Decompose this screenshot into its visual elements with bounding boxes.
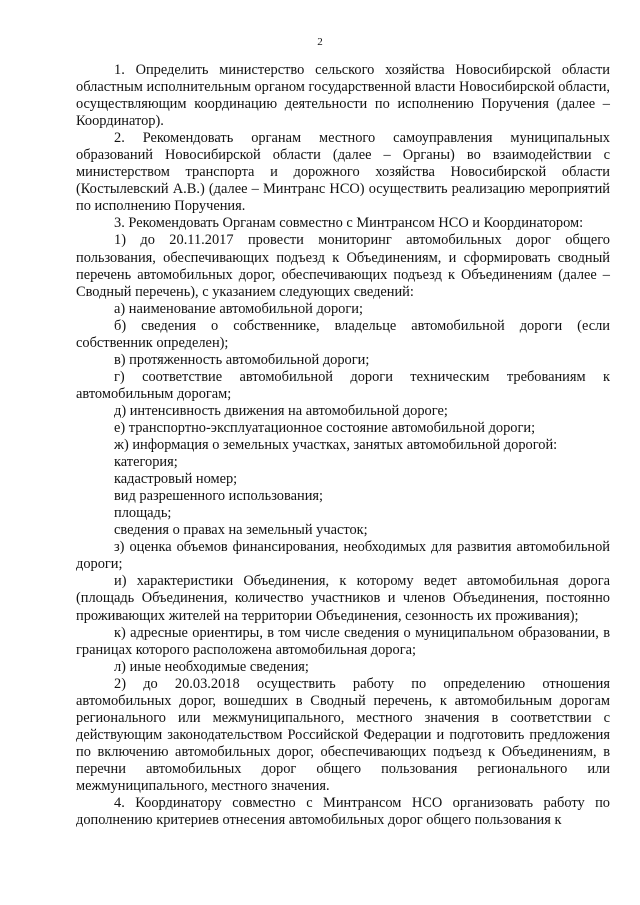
item-d-traffic-intensity: д) интенсивность движения на автомобильной дороге; [114,402,448,419]
item-e-road-condition: е) транспортно-эксплуатационное состояние автомобильной дороги; [114,419,536,436]
paragraph-4-criteria: 4. Координатору совместно с Минтрансом НСО организовать работу по дополнению критериев отнесения автомобильных дорог общего пользования к [76,795,610,829]
subparagraph-3-1-monitoring: 1) до 20.11.2017 провести мониторинг автомобильных дорог общего пользования, обеспечивающих подъезд к Объединениям, и сформировать сводный перечень автомобильных дорог, обеспечивающих подъезд к Объединениям (далее – Сводный перечень), с указанием следующих сведений: [76,232,610,300]
page-number: 2 [317,36,323,48]
paragraph-2-recommend-organs: 2. Рекомендовать органам местного самоуправления муниципальных образований Новосибирской области (далее – Органы) во взаимодействии с министерством транспорта и дорожного хозяйства Новосибирской области (Костылевский А.В.) (далее – Минтранс НСО) осуществить реализацию мероприятий по исполнению Поручения. [76,130,610,215]
land-plot-rights: сведения о правах на земельный участок; [114,522,368,539]
item-z-funding-estimate: з) оценка объемов финансирования, необходимых для развития автомобильной дороги; [76,539,610,573]
item-a-road-name: а) наименование автомобильной дороги; [114,300,363,317]
item-b-owner: б) сведения о собственнике, владельце автомобильной дороги (если собственник определен); [76,317,610,351]
document-body [76,62,610,829]
item-i-association-characteristics: и) характеристики Объединения, к которому ведет автомобильная дорога (площадь Объединения, количество участников и членов Объединения, постоянно проживающих жителей на территории Объединения, сезонность их проживания); [76,573,610,624]
paragraph-1-coordinator: 1. Определить министерство сельского хозяйства Новосибирской области областным исполнительным органом государственной власти Новосибирской области, осуществляющим координацию деятельности по исполнению Поручения (далее – Координатор). [76,62,610,130]
item-zh-land-plots: ж) информация о земельных участках, занятых автомобильной дорогой: [114,437,558,454]
item-k-address-landmarks: к) адресные ориентиры, в том числе сведения о муниципальном образовании, в границах которого расположена автомобильная дорога; [76,624,610,658]
land-plot-permitted-use: вид разрешенного использования; [114,488,324,505]
paragraph-3-recommend-jointly: 3. Рекомендовать Органам совместно с Минтрансом НСО и Координатором: [114,215,584,232]
land-plot-area: площадь; [114,505,172,522]
land-plot-cadastral-number: кадастровый номер; [114,471,238,488]
item-l-other-info: л) иные необходимые сведения; [114,658,309,675]
item-g-technical-compliance: г) соответствие автомобильной дороги техническим требованиям к автомобильным дорогам; [76,368,610,402]
subparagraph-3-2-road-classification: 2) до 20.03.2018 осуществить работу по определению отношения автомобильных дорог, вошедших в Сводный перечень, к автомобильным дорогам регионального или межмуниципального, местного значения в соответствии с действующим законодательством Российской Федерации и подготовить предложения по включению автомобильных дорог, обеспечивающих подъезд к Объединениям, в перечни автомобильных дорог общего пользования регионального или межмуниципального, местного значения. [76,675,610,794]
item-v-length: в) протяженность автомобильной дороги; [114,351,370,368]
land-plot-category: категория; [114,454,178,471]
